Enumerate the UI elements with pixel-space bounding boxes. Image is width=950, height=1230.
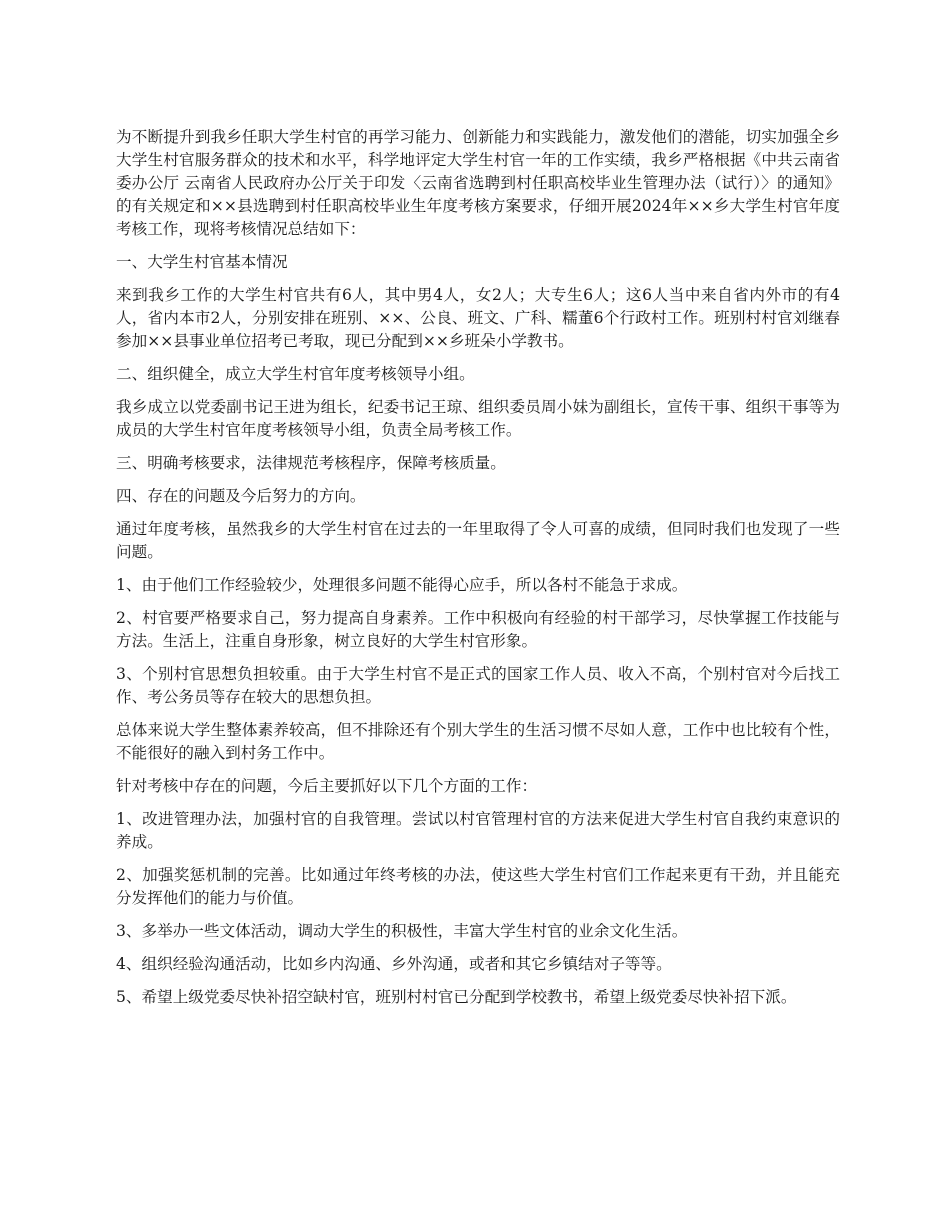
measure-item-1: 1、改进管理办法，加强村官的自我管理。尝试以村官管理村官的方法来促进大学生村官自我约束意识的养成。 [116,810,840,851]
section-heading-requirements: 三、明确考核要求，法律规范考核程序，保障考核质量。 [116,454,506,472]
measure-item-3: 3、多举办一些文体活动，调动大学生的积极性，丰富大学生村官的业余文化生活。 [116,922,688,940]
section-heading-problems: 四、存在的问题及今后努力的方向。 [116,487,366,505]
problem-item-1: 1、由于他们工作经验较少，处理很多问题不能得心应手，所以各村不能急于求成。 [116,576,688,594]
intro-paragraph: 为不断提升到我乡任职大学生村官的再学习能力、创新能力和实践能力，激发他们的潜能，切实加强全乡大学生村官服务群众的技术和水平，科学地评定大学生村官一年的工作实绩，我乡严格根据《中共云南省委办公厅 云南省人民政府办公厅关于印发〈云南省选聘到村任职高校毕业生管理办法（试行）〉的通知》的有关规定和××县选聘到村任职高校毕业生年度考核方案要求，仔细开展2024年××乡大学生村官年度考核工作，现将考核情况总结如下： [116,128,840,238]
measures-intro-paragraph: 针对考核中存在的问题，今后主要抓好以下几个方面的工作： [116,777,538,795]
summary-paragraph: 总体来说大学生整体素养较高，但不排除还有个别大学生的生活习惯不尽如人意，工作中也比较有个性，不能很好的融入到村务工作中。 [116,721,840,762]
problems-intro-paragraph: 通过年度考核，虽然我乡的大学生村官在过去的一年里取得了令人可喜的成绩，但同时我们也发现了一些问题。 [116,520,840,561]
organization-paragraph: 我乡成立以党委副书记王进为组长，纪委书记王琼、组织委员周小妹为副组长，宣传干事、组织干事等为成员的大学生村官年度考核领导小组，负责全局考核工作。 [116,398,840,439]
measure-item-4: 4、组织经验沟通活动，比如乡内沟通、乡外沟通，或者和其它乡镇结对子等等。 [116,955,672,973]
section-heading-organization: 二、组织健全，成立大学生村官年度考核领导小组。 [116,365,475,383]
problem-item-3: 3、个别村官思想负担较重。由于大学生村官不是正式的国家工作人员、收入不高，个别村官对今后找工作、考公务员等存在较大的思想负担。 [116,665,840,706]
measure-item-5: 5、希望上级党委尽快补招空缺村官，班别村村官已分配到学校教书，希望上级党委尽快补招下派。 [116,988,797,1006]
problem-item-2: 2、村官要严格要求自己，努力提高自身素养。工作中积极向有经验的村干部学习，尽快掌握工作技能与方法。生活上，注重自身形象，树立良好的大学生村官形象。 [116,609,840,650]
measure-item-2: 2、加强奖惩机制的完善。比如通过年终考核的办法，使这些大学生村官们工作起来更有干劲，并且能充分发挥他们的能力与价值。 [116,866,840,907]
section-heading-basic-info: 一、大学生村官基本情况 [116,253,288,271]
basic-info-paragraph: 来到我乡工作的大学生村官共有6人，其中男4人，女2人；大专生6人；这6人当中来自省内外市的有4人，省内本市2人，分别安排在班别、××、公良、班文、广科、糯董6个行政村工作。班别村村官刘继春参加××县事业单位招考已考取，现已分配到××乡班朵小学教书。 [116,286,840,350]
document-body [116,126,840,1019]
